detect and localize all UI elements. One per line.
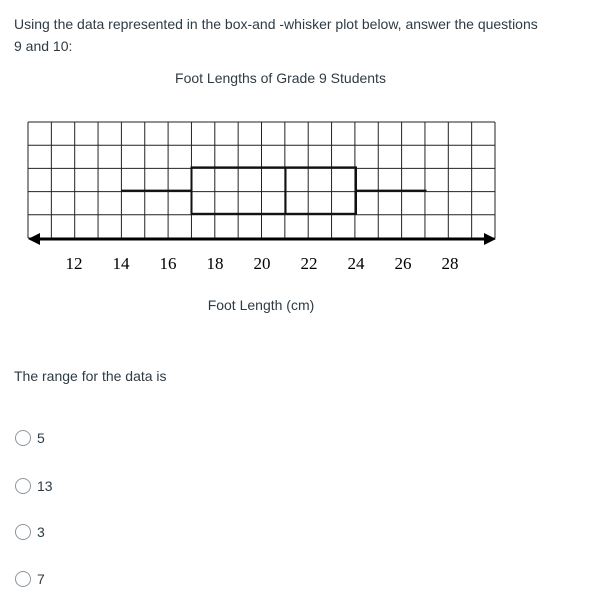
- x-axis-label: Foot Length (cm): [207, 297, 315, 313]
- tick-label: 12: [65, 254, 83, 273]
- prompt-line-2: 9 and 10:: [14, 38, 73, 54]
- tick-label: 18: [206, 254, 224, 273]
- box-whisker-plot: [0, 110, 609, 280]
- tick-label: 24: [347, 254, 365, 273]
- answer-option-1[interactable]: [15, 430, 45, 446]
- radio-button[interactable]: [15, 524, 31, 540]
- option-label: 7: [37, 571, 45, 587]
- plot-grid: [28, 122, 495, 238]
- tick-labels: [66, 254, 459, 273]
- radio-button[interactable]: [15, 430, 31, 446]
- answer-option-3[interactable]: [15, 524, 45, 540]
- question-prompt: [14, 13, 594, 57]
- tick-label: 22: [300, 254, 318, 273]
- option-label: 3: [37, 524, 45, 540]
- axis-arrow-left: [28, 233, 40, 245]
- tick-label: 28: [441, 254, 459, 273]
- option-label: 5: [37, 430, 45, 446]
- box-whisker-marks: [121, 167, 427, 213]
- answer-option-4[interactable]: [15, 571, 45, 587]
- option-label: 13: [37, 478, 53, 494]
- answer-option-2[interactable]: [15, 478, 53, 494]
- chart-title: Foot Lengths of Grade 9 Students: [175, 70, 386, 86]
- radio-button[interactable]: [15, 478, 31, 494]
- tick-label: 26: [394, 254, 412, 273]
- question-text: The range for the data is: [14, 368, 167, 384]
- tick-label: 20: [253, 254, 271, 273]
- radio-button[interactable]: [15, 571, 31, 587]
- tick-label: 16: [159, 254, 177, 273]
- prompt-line-1: Using the data represented in the box-and -whisker plot below, answer the questions: [14, 16, 538, 32]
- tick-label: 14: [112, 254, 130, 273]
- axis-arrow-right: [484, 233, 496, 245]
